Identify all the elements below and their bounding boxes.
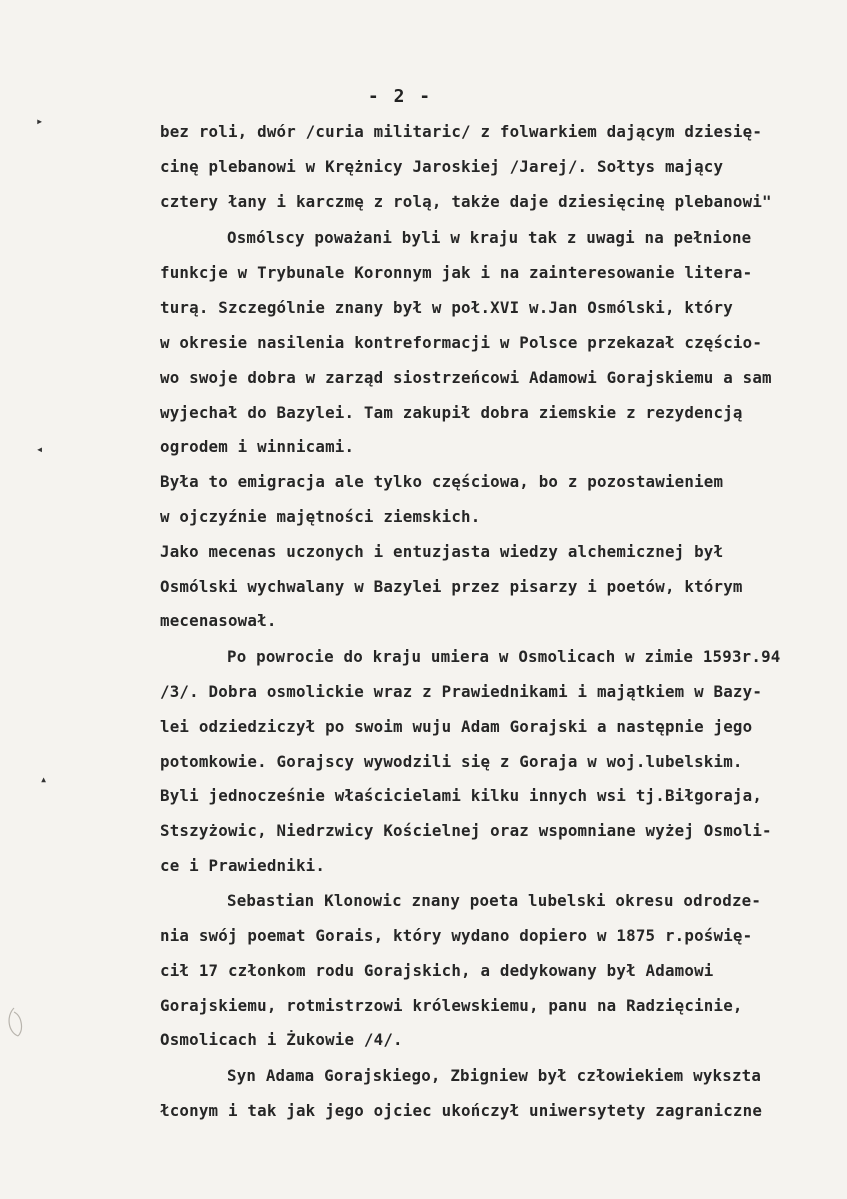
text-line: wyjechał do Bazylei. Tam zakupił dobra ziemskie z rezydencją (160, 403, 743, 422)
text-line: Sebastian Klonowic znany poeta lubelski okresu odrodze- (227, 891, 762, 910)
text-line: lei odziedziczył po swoim wuju Adam Gorajski a następnie jego (160, 717, 753, 736)
margin-mark-icon: ▸ (36, 114, 44, 128)
text-line: cinę plebanowi w Krężnicy Jaroskiej /Jarej/. Sołtys mający (160, 157, 724, 176)
text-line: Gorajskiemu, rotmistrzowi królewskiemu, panu na Radzięcinie, (160, 996, 743, 1015)
text-line: bez roli, dwór /curia militaric/ z folwarkiem dającym dziesię- (160, 122, 763, 141)
text-line: nia swój poemat Gorais, który wydano dopiero w 1875 r.poświę- (160, 926, 753, 945)
text-line: Po powrocie do kraju umiera w Osmolicach w zimie 1593r.94 (227, 647, 781, 666)
text-line: ce i Prawiedniki. (160, 856, 326, 875)
text-line: potomkowie. Gorajscy wywodzili się z Goraja w woj.lubelskim. (160, 752, 743, 771)
text-line: Byli jednocześnie właścicielami kilku innych wsi tj.Biłgoraja, (160, 786, 763, 805)
text-line: Osmólski wychwalany w Bazylei przez pisarzy i poetów, którym (160, 577, 743, 596)
text-line: Stszyżowic, Niedrzwicy Kościelnej oraz wspomniane wyżej Osmoli- (160, 821, 772, 840)
text-line: Osmólscy poważani byli w kraju tak z uwagi na pełnione (227, 228, 752, 247)
text-line: /3/. Dobra osmolickie wraz z Prawiednikami i majątkiem w Bazy- (160, 682, 763, 701)
text-line: cztery łany i karczmę z rolą, także daje dziesięcinę plebanowi" (160, 192, 772, 211)
text-line: ogrodem i winnicami. (160, 437, 355, 456)
page-number: - 2 - (367, 86, 433, 107)
text-line: Osmolicach i Żukowie /4/. (160, 1030, 403, 1049)
text-line: łconym i tak jak jego ojciec ukończył uniwersytety zagraniczne (160, 1101, 763, 1120)
text-line: Była to emigracja ale tylko częściowa, bo z pozostawieniem (160, 472, 724, 491)
text-line: turą. Szczególnie znany był w poł.XVI w.Jan Osmólski, który (160, 298, 733, 317)
text-line: w ojczyźnie majętności ziemskich. (160, 507, 481, 526)
text-line: Syn Adama Gorajskiego, Zbigniew był człowiekiem wykszta (227, 1066, 762, 1085)
text-line: cił 17 członkom rodu Gorajskich, a dedykowany był Adamowi (160, 961, 714, 980)
margin-mark-icon: ◂ (36, 442, 44, 456)
margin-mark-icon: ▴ (40, 772, 48, 786)
text-line: mecenasował. (160, 611, 277, 630)
text-line: w okresie nasilenia kontreformacji w Polsce przekazał częścio- (160, 333, 763, 352)
text-line: wo swoje dobra w zarząd siostrzeńcowi Adamowi Gorajskiemu a sam (160, 368, 772, 387)
text-line: Jako mecenas uczonych i entuzjasta wiedzy alchemicznej był (160, 542, 724, 561)
text-line: funkcje w Trybunale Koronnym jak i na zainteresowanie litera- (160, 263, 753, 282)
pencil-scribble-icon (0, 1002, 40, 1042)
